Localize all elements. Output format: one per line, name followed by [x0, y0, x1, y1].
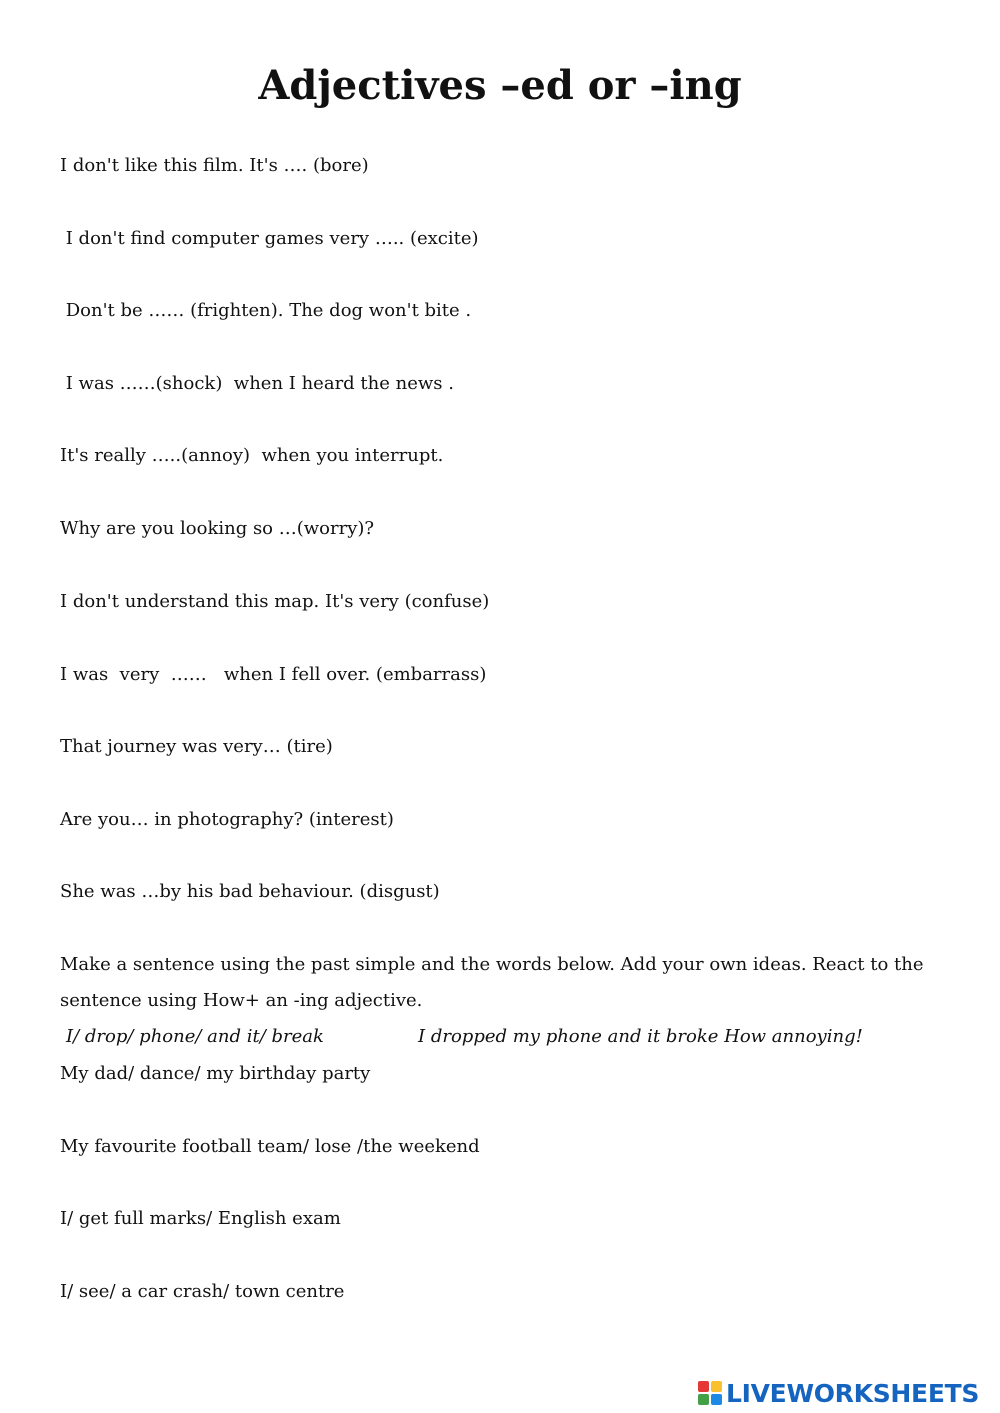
exercise-1-item: I was very …… when I fell over. (embarrass) [60, 664, 487, 685]
exercise-1-item: Why are you looking so …(worry)? [60, 518, 375, 539]
exercise-1-item: Don't be …… (frighten). The dog won't bite . [60, 300, 472, 321]
liveworksheets-logo-icon [698, 1381, 722, 1405]
exercise-1-item: I don't like this film. It's …. (bore) [60, 155, 369, 176]
exercise-2-instruction-line-1: Make a sentence using the past simple and the words below. Add your own ideas. React to the [60, 954, 924, 975]
exercise-1-item: I was ……(shock) when I heard the news . [60, 373, 454, 394]
exercise-2-item: I/ get full marks/ English exam [60, 1208, 341, 1229]
example-answer: I dropped my phone and it broke How annoying! [418, 1026, 863, 1047]
worksheet-title: Adjectives –ed or –ing [258, 62, 742, 109]
logo-square [711, 1394, 722, 1405]
exercise-1-item: It's really …..(annoy) when you interrupt. [60, 445, 444, 466]
liveworksheets-logo [698, 1378, 979, 1408]
logo-square [698, 1381, 709, 1392]
exercise-1-item: She was …by his bad behaviour. (disgust) [60, 881, 440, 902]
logo-square [711, 1381, 722, 1392]
brand-name: LIVEWORKSHEETS [726, 1378, 980, 1408]
exercise-1-item: That journey was very… (tire) [60, 736, 333, 757]
exercise-1-item: Are you… in photography? (interest) [60, 809, 394, 830]
exercise-2-item: My favourite football team/ lose /the weekend [60, 1136, 480, 1157]
exercise-1-item: I don't understand this map. It's very (confuse) [60, 591, 490, 612]
exercise-1-item: I don't find computer games very ….. (excite) [60, 228, 479, 249]
example-prompt: I/ drop/ phone/ and it/ break [66, 1026, 324, 1047]
exercise-2-instruction-line-2: sentence using How+ an -ing adjective. [60, 990, 423, 1011]
exercise-2-item: My dad/ dance/ my birthday party [60, 1063, 371, 1084]
exercise-2-item: I/ see/ a car crash/ town centre [60, 1281, 345, 1302]
logo-square [698, 1394, 709, 1405]
